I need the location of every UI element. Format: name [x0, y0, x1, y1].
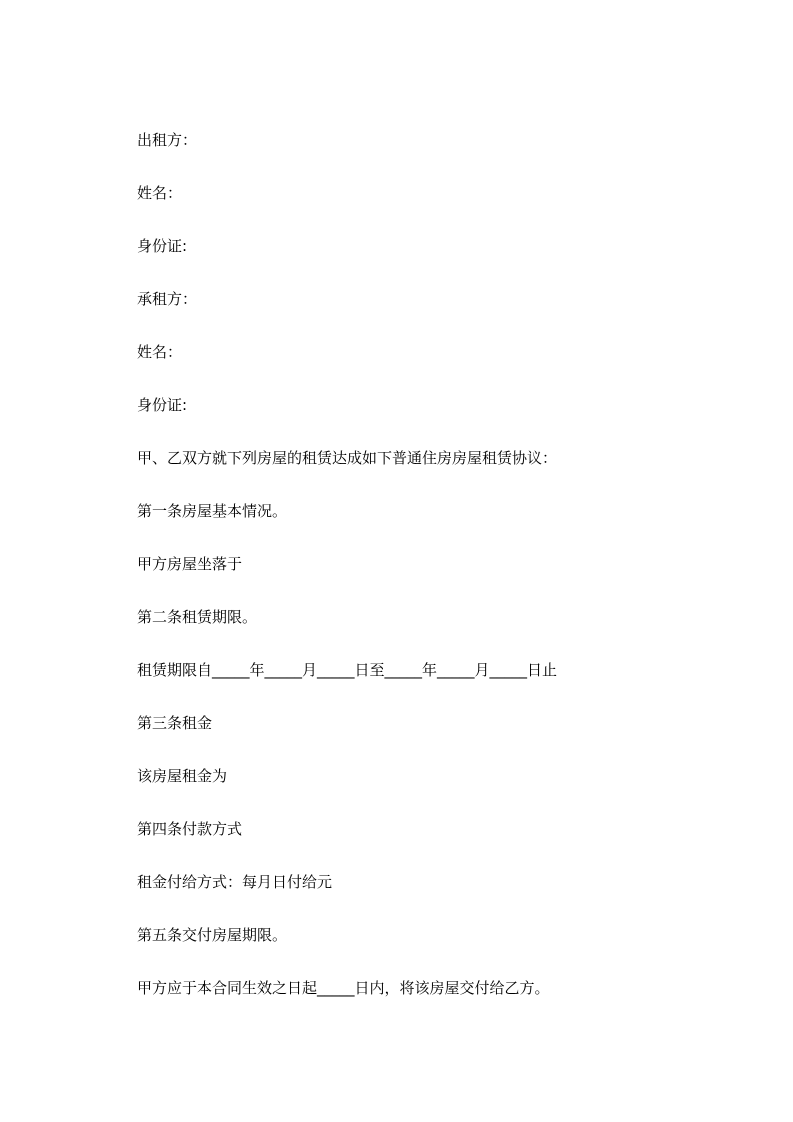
article-5-heading: 第五条交付房屋期限。	[137, 926, 288, 944]
lease-term-line: 租赁期限自_____年_____月_____日至_____年_____月_____日止	[137, 661, 558, 679]
property-location-line: 甲方房屋坐落于	[137, 555, 243, 573]
agreement-intro: 甲、乙双方就下列房屋的租赁达成如下普通住房房屋租赁协议：	[137, 449, 558, 467]
document-body	[137, 127, 697, 1028]
lessee-name-line: 姓名：	[137, 343, 183, 361]
article-1-heading: 第一条房屋基本情况。	[137, 502, 288, 520]
rent-amount-line: 该房屋租金为	[137, 767, 228, 785]
lessee-id-line: 身份证:	[137, 396, 188, 414]
lessor-heading: 出租方：	[137, 131, 198, 149]
article-2-heading: 第二条租赁期限。	[137, 608, 258, 626]
article-3-heading: 第三条租金	[137, 714, 213, 732]
delivery-term-line: 甲方应于本合同生效之日起_____日内，将该房屋交付给乙方。	[137, 979, 550, 997]
lessor-name-line: 姓名：	[137, 184, 183, 202]
lessor-id-line: 身份证:	[137, 237, 188, 255]
article-4-heading: 第四条付款方式	[137, 820, 243, 838]
payment-method-line: 租金付给方式：每月日付给元	[137, 873, 333, 891]
lessee-heading: 承租方：	[137, 290, 198, 308]
